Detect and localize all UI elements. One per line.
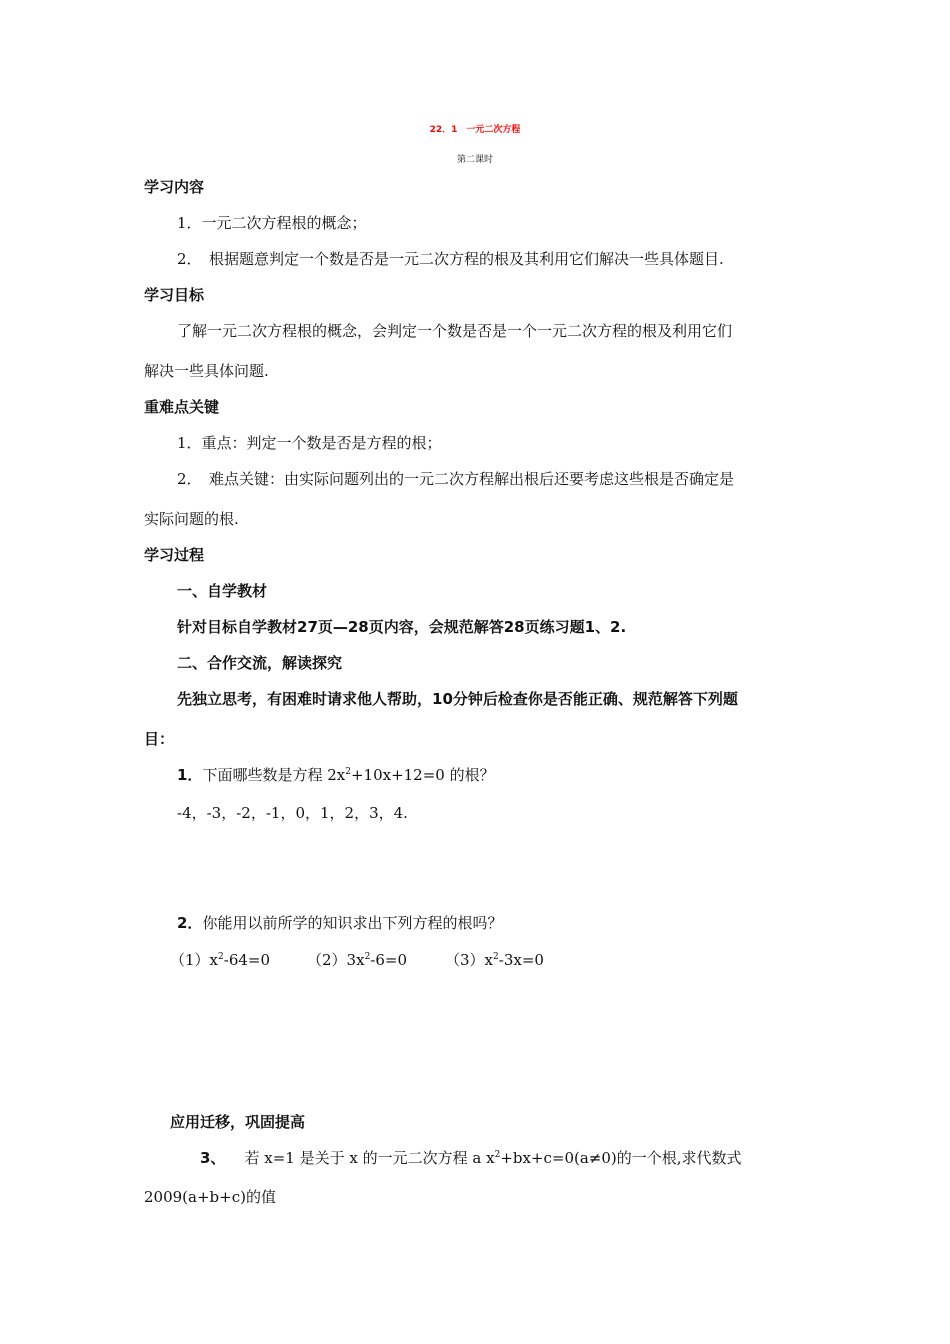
question-2-number: 2． <box>177 914 203 932</box>
equation-1-rest: -64=0 <box>223 951 271 969</box>
apply-heading: 应用迁移，巩固提高 <box>170 1113 306 1131</box>
goal-text-line-2: 解决一些具体问题. <box>144 362 269 380</box>
equation-3-rest: -3x=0 <box>498 951 544 969</box>
equation-3 <box>445 953 544 968</box>
equation-3-label: （3） <box>445 951 485 969</box>
question-3-line-1 <box>200 1151 806 1166</box>
question-3-number: 3、 <box>200 1149 226 1167</box>
content-item-1: 1．一元二次方程根的概念； <box>177 214 367 232</box>
step-1-heading: 一、自学教材 <box>177 582 268 600</box>
content-heading: 学习内容 <box>144 178 205 196</box>
process-heading: 学习过程 <box>144 546 205 564</box>
goal-text-line-1: 了解一元二次方程根的概念，会判定一个数是否是一个一元二次方程的根及利用它们 <box>177 322 733 340</box>
equation-1-label: （1） <box>170 951 210 969</box>
question-2-equations <box>170 953 544 968</box>
question-3-text-after: +bx+c=0(a≠0)的一个根,求代数式 <box>500 1149 742 1167</box>
step-2-text-line-1: 先独立思考，有困难时请求他人帮助，10分钟后检查你是否能正确、规范解答下列题 <box>177 690 738 708</box>
question-2 <box>177 916 502 931</box>
key-item-2-line-2: 实际问题的根. <box>144 510 239 528</box>
question-1-text-before: 下面哪些数是方程 2x <box>202 766 346 784</box>
page-title: 22．1 一元二次方程 <box>429 125 521 135</box>
goal-heading: 学习目标 <box>144 286 205 304</box>
step-2-heading: 二、合作交流，解读探究 <box>177 654 343 672</box>
equation-2-base: 3x <box>346 951 365 969</box>
step-2-text-line-2: 目： <box>144 730 175 748</box>
equation-3-base: x <box>484 951 494 969</box>
question-3-exponent: 2 <box>494 1150 501 1160</box>
equation-3-exponent: 2 <box>493 952 499 962</box>
key-item-1: 1．重点：判定一个数是否是方程的根； <box>177 434 442 452</box>
question-1-text-after: +10x+12=0 的根？ <box>350 766 495 784</box>
equation-2-rest: -6=0 <box>370 951 408 969</box>
question-2-text: 你能用以前所学的知识求出下列方程的根吗？ <box>202 914 503 932</box>
key-item-2-line-1: 2． 难点关键：由实际问题列出的一元二次方程解出根后还要考虑这些根是否确定是 <box>177 470 735 488</box>
equation-2-exponent: 2 <box>364 952 371 962</box>
question-1-exponent: 2 <box>345 767 351 777</box>
step-1-text: 针对目标自学教材27页—28页内容，会规范解答28页练习题1、2. <box>177 618 627 636</box>
equation-1 <box>170 953 307 968</box>
question-1-numbers: -4，-3，-2，-1，0，1，2，3，4. <box>177 804 408 822</box>
question-3-text-before: 若 x=1 是关于 x 的一元二次方程 a x <box>244 1149 495 1167</box>
equation-1-exponent: 2 <box>218 952 224 962</box>
question-3-line-2: 2009(a+b+c)的值 <box>144 1188 276 1206</box>
question-1 <box>177 768 495 783</box>
question-1-number: 1． <box>177 766 203 784</box>
page-subtitle: 第二课时 <box>456 155 493 165</box>
key-heading: 重难点关键 <box>144 398 220 416</box>
equation-1-base: x <box>209 951 219 969</box>
equation-2-label: （2） <box>307 951 347 969</box>
content-item-2: 2． 根据题意判定一个数是否是一元二次方程的根及其利用它们解决一些具体题目. <box>177 250 724 268</box>
equation-2 <box>307 953 445 968</box>
